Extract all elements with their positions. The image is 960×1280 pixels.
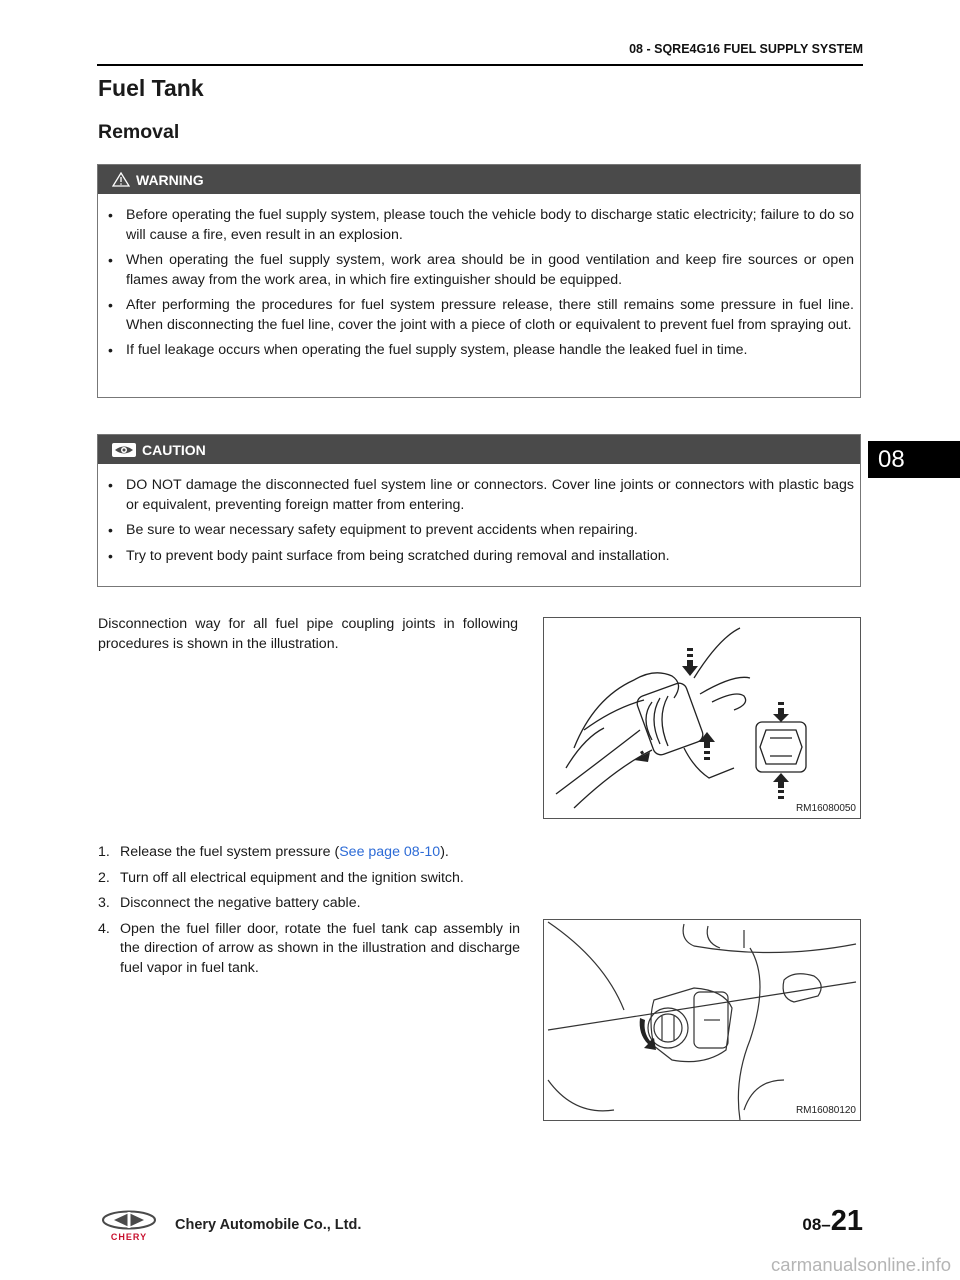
- step-number: 4.: [98, 920, 110, 937]
- step-text: Open the fuel filler door, rotate the fuel tank cap assembly in the direction of arrow as shown in the illustration and discharge fuel vapor in fuel tank.: [120, 920, 520, 976]
- page-number: [802, 1205, 863, 1238]
- see-page-link[interactable]: See page 08-10: [339, 844, 441, 860]
- caution-item: • Try to prevent body paint surface from being scratched during removal and installation.: [106, 547, 854, 567]
- page-prefix: 08–: [802, 1215, 831, 1234]
- step-number: 1.: [98, 844, 110, 860]
- header-divider: [97, 64, 863, 66]
- caution-item: • DO NOT damage the disconnected fuel system line or connectors. Cover line joints or connectors with plastic bags or equivalent, preventing foreign matter from entering.: [106, 476, 854, 515]
- procedure-steps: [98, 843, 520, 984]
- chery-logo-icon: [100, 1210, 158, 1242]
- subsection-title: Removal: [98, 121, 180, 143]
- coupling-joint-illustration: [544, 618, 860, 818]
- caution-item: • Be sure to wear necessary safety equipment to prevent accidents when repairing.: [106, 521, 854, 541]
- warning-triangle-icon: [112, 172, 130, 187]
- svg-text:CHERY: CHERY: [110, 1232, 148, 1242]
- warning-label: WARNING: [136, 171, 204, 188]
- watermark: carmanualsonline.info: [771, 1254, 951, 1275]
- warning-header: [98, 165, 860, 194]
- step-text: Turn off all electrical equipment and the ignition switch.: [120, 869, 464, 886]
- fuel-filler-figure: [543, 919, 861, 1121]
- section-title: Fuel Tank: [98, 75, 204, 101]
- running-header: 08 - SQRE4G16 FUEL SUPPLY SYSTEM: [629, 42, 863, 56]
- step-text: ).: [440, 844, 449, 860]
- eye-icon: [112, 443, 136, 457]
- warning-item: • Before operating the fuel supply system, please touch the vehicle body to discharge static electricity; failure to do so will cause a fire, even result in an explosion.: [106, 206, 854, 245]
- caution-header: [98, 435, 860, 464]
- page-num: 21: [830, 1205, 863, 1237]
- step-number: 2.: [98, 869, 110, 886]
- warning-item: • After performing the procedures for fuel system pressure release, there still remains some pressure in fuel line. When disconnecting the fuel line, cover the joint with a piece of cloth or equivalent to prevent fuel from spraying out.: [106, 296, 854, 335]
- step-item: [98, 869, 520, 889]
- caution-label: CAUTION: [142, 441, 206, 458]
- caution-box: [97, 434, 861, 587]
- fuel-filler-illustration: [544, 920, 860, 1120]
- coupling-joint-figure: [543, 617, 861, 819]
- warning-box: [97, 164, 861, 398]
- warning-item: • If fuel leakage occurs when operating the fuel supply system, please handle the leaked fuel in time.: [106, 341, 854, 361]
- step-number: 3.: [98, 895, 110, 911]
- step-item: [98, 843, 520, 863]
- step-text: Release the fuel system pressure (: [120, 844, 340, 860]
- caution-list: [98, 464, 860, 566]
- step-item: [98, 894, 520, 914]
- company-name: Chery Automobile Co., Ltd.: [175, 1217, 362, 1233]
- chery-logo: [100, 1210, 158, 1247]
- warning-item: • When operating the fuel supply system, work area should be in good ventilation and keep fire sources or open flames away from the work area, in which fire extinguisher should be equipped.: [106, 251, 854, 290]
- intro-paragraph: Disconnection way for all fuel pipe coupling joints in following procedures is shown in the illustration.: [98, 616, 518, 652]
- figure-code: RM16080050: [795, 803, 856, 814]
- step-item: [98, 920, 520, 979]
- chapter-tab: 08: [868, 441, 960, 478]
- figure-code: RM16080120: [795, 1105, 856, 1116]
- step-text: Disconnect the negative battery cable.: [120, 895, 361, 911]
- warning-list: [98, 194, 860, 361]
